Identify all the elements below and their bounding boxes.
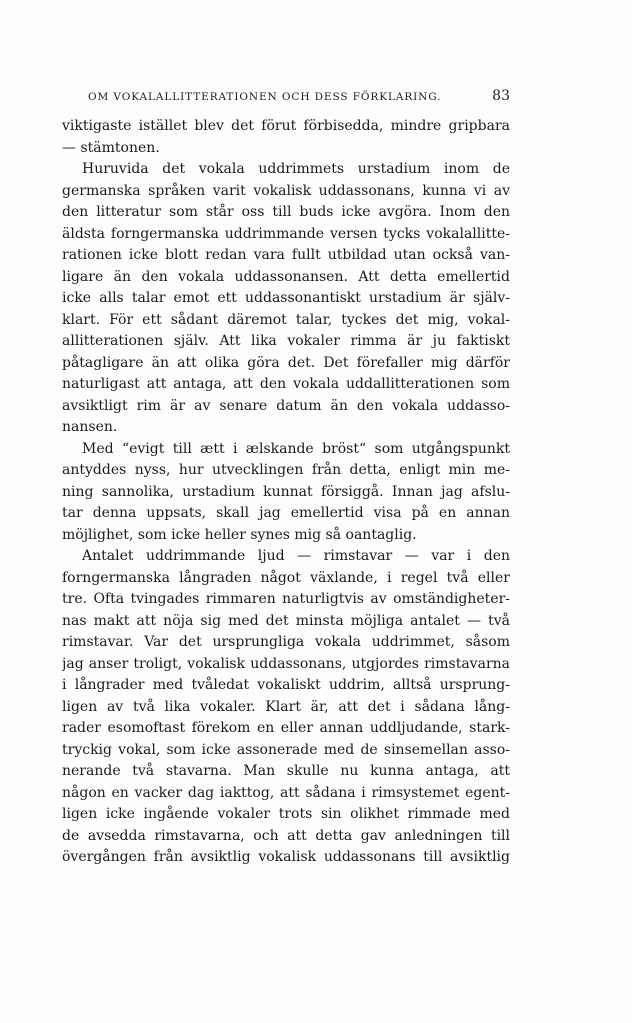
text-line: ligen av två lika vokaler. Klart är, att det i sådana lång- [62, 698, 510, 715]
text-line: allitterationen själv. Att lika vokaler rimma är ju faktiskt [62, 333, 510, 349]
text-line: avsiktligt rim är av senare datum än den vokala uddasso- [62, 397, 510, 414]
text-line: påtagligare än att olika göra det. Det förefaller mig därför [62, 354, 510, 371]
text-line: forngermanska långraden något växlande, i regel två eller [62, 569, 510, 586]
text-line: Huruvida det vokala uddrimmets urstadium inom de [82, 161, 510, 177]
text-line: Antalet uddrimmande ljud — rimstavar — var i den [82, 548, 510, 564]
page-number: 83 [492, 88, 510, 104]
text-line: de avsedda rimstavarna, och att detta gav anledningen till [62, 827, 510, 844]
text-line: tar denna uppsats, skall jag emellertid visa på en annan [62, 505, 510, 521]
text-line: möjlighet, som icke heller synes mig så oantaglig. [62, 526, 417, 543]
text-line: Med “evigt till ætt i ælskande bröst“ som utgångspunkt [82, 440, 510, 457]
text-line: rader esomoftast förekom en eller annan uddljudande, stark- [62, 720, 510, 736]
text-line: icke alls talar emot ett uddassonantiskt urstadium är själv- [62, 290, 510, 306]
text-line: germanska språken varit vokalisk uddassonans, kunna vi av [62, 182, 510, 199]
text-line: tryckig vokal, som icke assonerade med de sinsemellan asso- [62, 741, 510, 758]
text-line: ning sannolika, urstadium kunnat försiggå. Innan jag afslu- [62, 483, 510, 500]
text-line: jag anser troligt, vokalisk uddassonans, utgjordes rimstavarna [62, 655, 510, 672]
text-line: klart. För ett sådant däremot talar, tyckes det mig, vokal- [62, 311, 510, 328]
text-line: övergången från avsiktlig vokalisk uddassonans till avsiktlig [62, 849, 510, 865]
body-text [62, 116, 510, 869]
text-line: tre. Ofta tvingades rimmaren naturligtvis av omständigheter- [62, 591, 510, 607]
text-line: — stämtonen. [62, 139, 160, 156]
text-line: rimstavar. Var det ursprungliga vokala uddrimmet, såsom [62, 634, 510, 650]
text-line: den litteratur som står oss till buds icke avgöra. Inom den [62, 204, 510, 220]
text-line: nas makt att nöja sig med det minsta möjliga antalet — två [62, 612, 510, 629]
text-line: äldsta forngermanska uddrimmande versen tycks vokalallitte- [62, 225, 510, 242]
text-line: antyddes nyss, hur utvecklingen från detta, enligt min me- [62, 462, 510, 478]
text-line: ligare än den vokala uddassonansen. Att detta emellertid [62, 268, 510, 285]
text-line: rationen icke blott redan vara fullt utbildad utan också van- [62, 247, 510, 263]
text-line: nerande två stavarna. Man skulle nu kunna antaga, att [62, 763, 510, 779]
text-line: ligen icke ingående vokaler trots sin olikhet rimmade med [62, 806, 510, 822]
text-line: i långrader med tvåledat vokaliskt uddrim, alltså ursprung- [62, 677, 510, 693]
text-line: någon en vacker dag iakttog, att sådana i rimsystemet egent- [62, 784, 510, 801]
running-head: OM VOKALALLITTERATIONEN OCH DESS FÖRKLARING. [88, 91, 442, 103]
text-line: naturligast att antaga, att den vokala uddallitterationen som [62, 376, 510, 392]
text-line: viktigaste istället blev det förut förbisedda, mindre gripbara [62, 118, 510, 134]
text-line: nansen. [62, 419, 118, 435]
